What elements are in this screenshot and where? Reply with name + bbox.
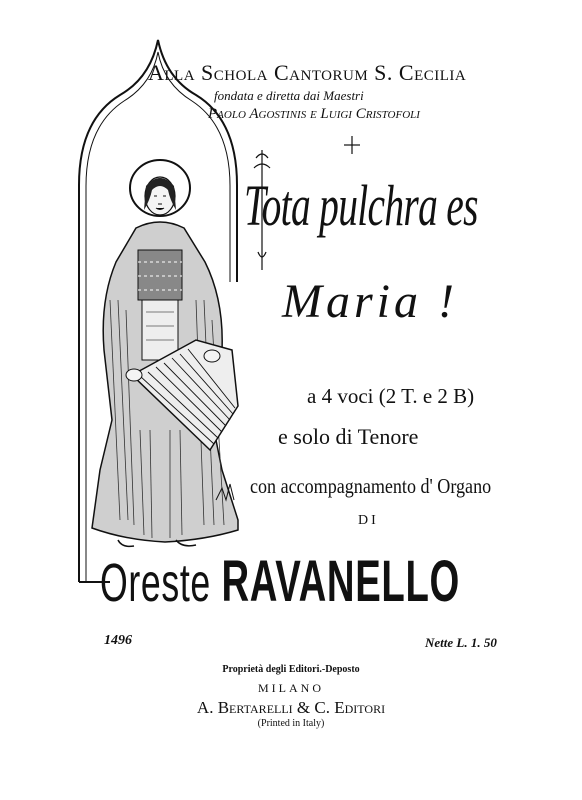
ornament-right bbox=[344, 136, 360, 154]
composer-name bbox=[100, 548, 460, 615]
plate-number: 1496 bbox=[104, 633, 132, 648]
price: Nette L. 1. 50 bbox=[425, 635, 497, 650]
solo-text: e solo di Tenore bbox=[278, 424, 419, 449]
dedication-line-2: fondata e diretta dai Maestri bbox=[214, 88, 364, 103]
title-line-1: Tota pulchra es bbox=[244, 173, 478, 238]
composer-last-name: RAVANELLO bbox=[221, 549, 460, 614]
composer-first-name: Oreste bbox=[100, 553, 211, 613]
publisher-name: A. Bertarelli & C. Editori bbox=[196, 698, 386, 717]
dedication-line-3: Paolo Agostinis e Luigi Cristofoli bbox=[208, 106, 420, 122]
printed-notice: (Printed in Italy) bbox=[257, 718, 325, 729]
publisher-city: MILANO bbox=[258, 681, 324, 695]
voices-text: a 4 voci (2 T. e 2 B) bbox=[307, 384, 475, 408]
property-notice: Proprietà degli Editori.-Deposto bbox=[222, 664, 360, 675]
dedication-line-1: Alla Schola Cantorum S. Cecilia bbox=[148, 60, 467, 85]
accompaniment-text: con accompagnamento d' Organo bbox=[250, 474, 492, 498]
by-text: DI bbox=[358, 513, 379, 528]
title-line-2: Maria ! bbox=[282, 275, 458, 328]
